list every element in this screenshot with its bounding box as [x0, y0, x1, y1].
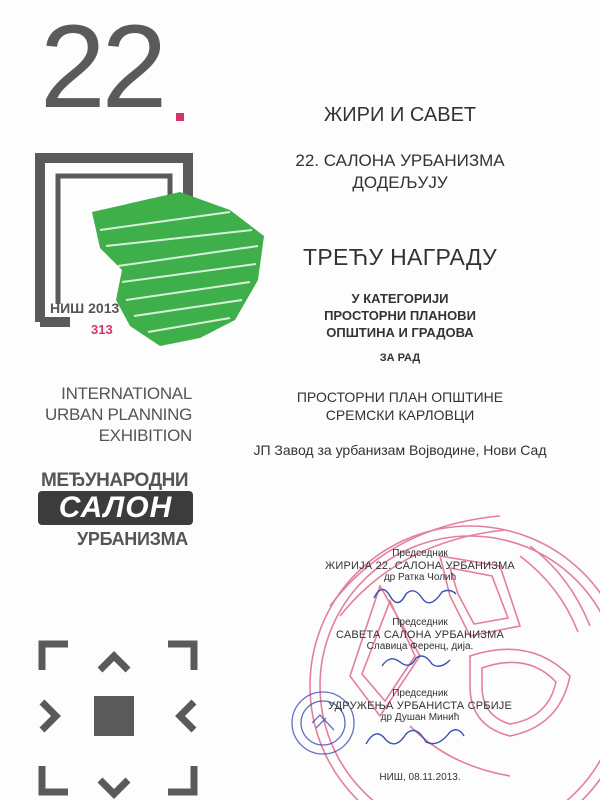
intl-line: EXHIBITION	[98, 426, 192, 445]
salon-label: САЛОН	[58, 491, 173, 524]
signature-role: Председник	[392, 617, 448, 628]
salon-heading-line: 22. САЛОНА УРБАНИЗМА	[295, 151, 505, 170]
signature-role: Председник	[392, 688, 448, 699]
exhibition-number: 22	[40, 1, 164, 133]
work-title	[215, 388, 585, 424]
mejunarodni-label: МЕЂУНАРОДНИ	[41, 470, 188, 491]
signature-block-association	[250, 688, 590, 724]
category-line: ОПШТИНА И ГРАДОВА	[326, 325, 474, 340]
signature-block-council	[250, 617, 590, 653]
for-work-label: ЗА РАД	[379, 352, 421, 364]
accent-dot	[176, 113, 184, 121]
work-title-line: СРЕМСКИ КАРЛОВЦИ	[325, 407, 475, 423]
signature-body: ЖИРИЈА 22. САЛОНА УРБАНИЗМА	[325, 560, 515, 572]
salon-badge	[38, 491, 193, 525]
category-line: ПРОСТОРНИ ПЛАНОВИ	[324, 308, 476, 323]
exhibition-title-english	[12, 383, 192, 446]
salon-heading-line: ДОДЕЉУЈУ	[352, 173, 448, 192]
jury-heading: ЖИРИ И САВЕТ	[323, 104, 477, 126]
signature-scribble	[376, 650, 456, 674]
urbanizma-label: УРБАНИЗМА	[77, 529, 188, 549]
category-line: У КАТЕГОРИЈИ	[351, 291, 449, 306]
signature-scribble	[360, 722, 470, 752]
signature-name: др Ратка Чолић	[383, 572, 457, 583]
intl-line: INTERNATIONAL	[61, 384, 192, 403]
city-year: НИШ 2013	[50, 300, 120, 316]
signature-scribble	[370, 580, 460, 606]
bracket-grid-icon	[38, 640, 198, 800]
issue-date: НИШ, 08.11.2013.	[379, 772, 461, 783]
intl-line: URBAN PLANNING	[45, 405, 192, 424]
prize-title: ТРЕЋУ НАГРАДУ	[302, 244, 498, 270]
work-title-line: ПРОСТОРНИ ПЛАН ОПШТИНЕ	[296, 389, 504, 405]
signature-body: УДРУЖЕЊА УРБАНИСТА СРБИЈЕ	[327, 700, 513, 712]
city-code: 313	[91, 322, 113, 337]
signature-name: Славица Ференц, дија.	[366, 641, 474, 652]
signature-block-jury	[250, 548, 590, 584]
signature-body: САВЕТА САЛОНА УРБАНИЗМА	[335, 629, 505, 641]
signature-role: Председник	[392, 548, 448, 559]
category-block	[215, 290, 585, 341]
signature-name: др Душан Минић	[380, 712, 460, 723]
author-name: ЈП Завод за урбанизам Војводине, Нови Сад	[253, 442, 547, 458]
salon-heading	[215, 150, 585, 194]
